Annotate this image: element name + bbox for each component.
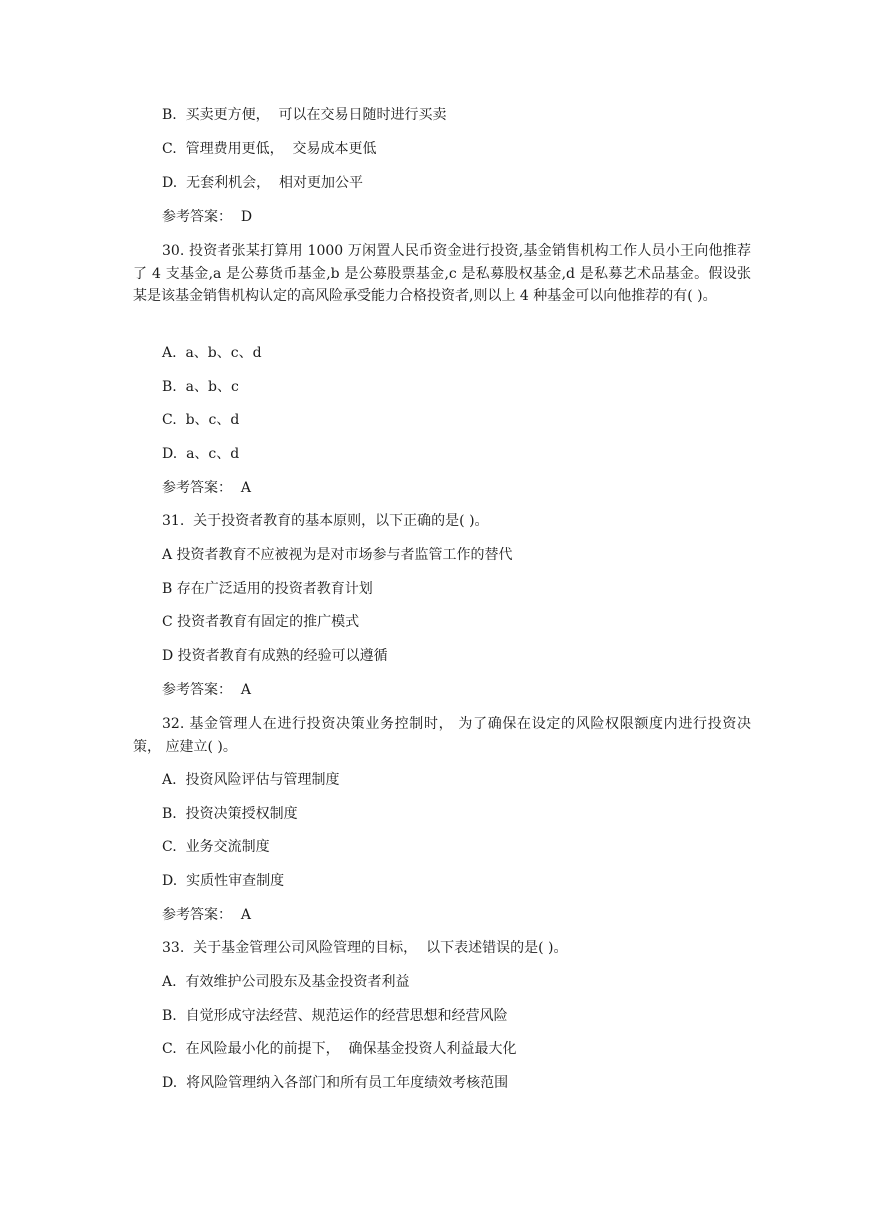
q32-answer: 参考答案： A (162, 907, 252, 923)
q29-option-d: D. 无套利机会， 相对更加公平 (162, 175, 363, 191)
q32-option-c: C. 业务交流制度 (162, 839, 270, 855)
q31-option-b: B 存在广泛适用的投资者教育计划 (162, 581, 373, 597)
q31-answer: 参考答案： A (162, 682, 252, 698)
q30-option-d: D. a、c、d (162, 446, 240, 462)
q33-option-d: D. 将风险管理纳入各部门和所有员工年度绩效考核范围 (162, 1075, 509, 1091)
q31-option-a: A 投资者教育不应被视为是对市场参与者监管工作的替代 (162, 547, 513, 563)
q29-answer: 参考答案： D (162, 209, 253, 225)
q30-option-a: A. a、b、c、d (162, 345, 262, 361)
q33-option-c: C. 在风险最小化的前提下， 确保基金投资人利益最大化 (162, 1041, 517, 1057)
q33-option-a: A. 有效维护公司股东及基金投资者利益 (162, 974, 410, 990)
q33-option-b: B. 自觉形成守法经营、规范运作的经营思想和经营风险 (162, 1008, 508, 1024)
q33-question: 33. 关于基金管理公司风险管理的目标， 以下表述错误的是( )。 (162, 940, 568, 956)
q30-question: 30. 投资者张某打算用 1000 万闲置人民币资金进行投资,基金销售机构工作人员小王向他推荐了 4 支基金,a 是公募货币基金,b 是公募股票基金,c 是私募股权基金,d 是私募艺术品基金。假设张某是该基金销售机构认定的高风险承受能力合格投资者,则以上 4 种基金可以向他推荐的有( )。 (133, 243, 751, 304)
q30-option-c: C. b、c、d (162, 412, 240, 428)
q30-option-b: B. a、b、c (162, 379, 239, 395)
q31-option-d: D 投资者教育有成熟的经验可以遵循 (162, 648, 388, 664)
q30-answer: 参考答案： A (162, 480, 252, 496)
q32-option-d: D. 实质性审查制度 (162, 873, 285, 889)
q29-option-b: B. 买卖更方便， 可以在交易日随时进行买卖 (162, 107, 447, 123)
q31-option-c: C 投资者教育有固定的推广模式 (162, 614, 360, 630)
q29-option-c: C. 管理费用更低， 交易成本更低 (162, 141, 377, 157)
q32-option-a: A. 投资风险评估与管理制度 (162, 772, 340, 788)
q32-question: 32. 基金管理人在进行投资决策业务控制时， 为了确保在设定的风险权限额度内进行投资决策， 应建立( )。 (133, 716, 751, 755)
q31-question: 31. 关于投资者教育的基本原则，以下正确的是( )。 (162, 513, 489, 529)
q32-option-b: B. 投资决策授权制度 (162, 806, 298, 822)
